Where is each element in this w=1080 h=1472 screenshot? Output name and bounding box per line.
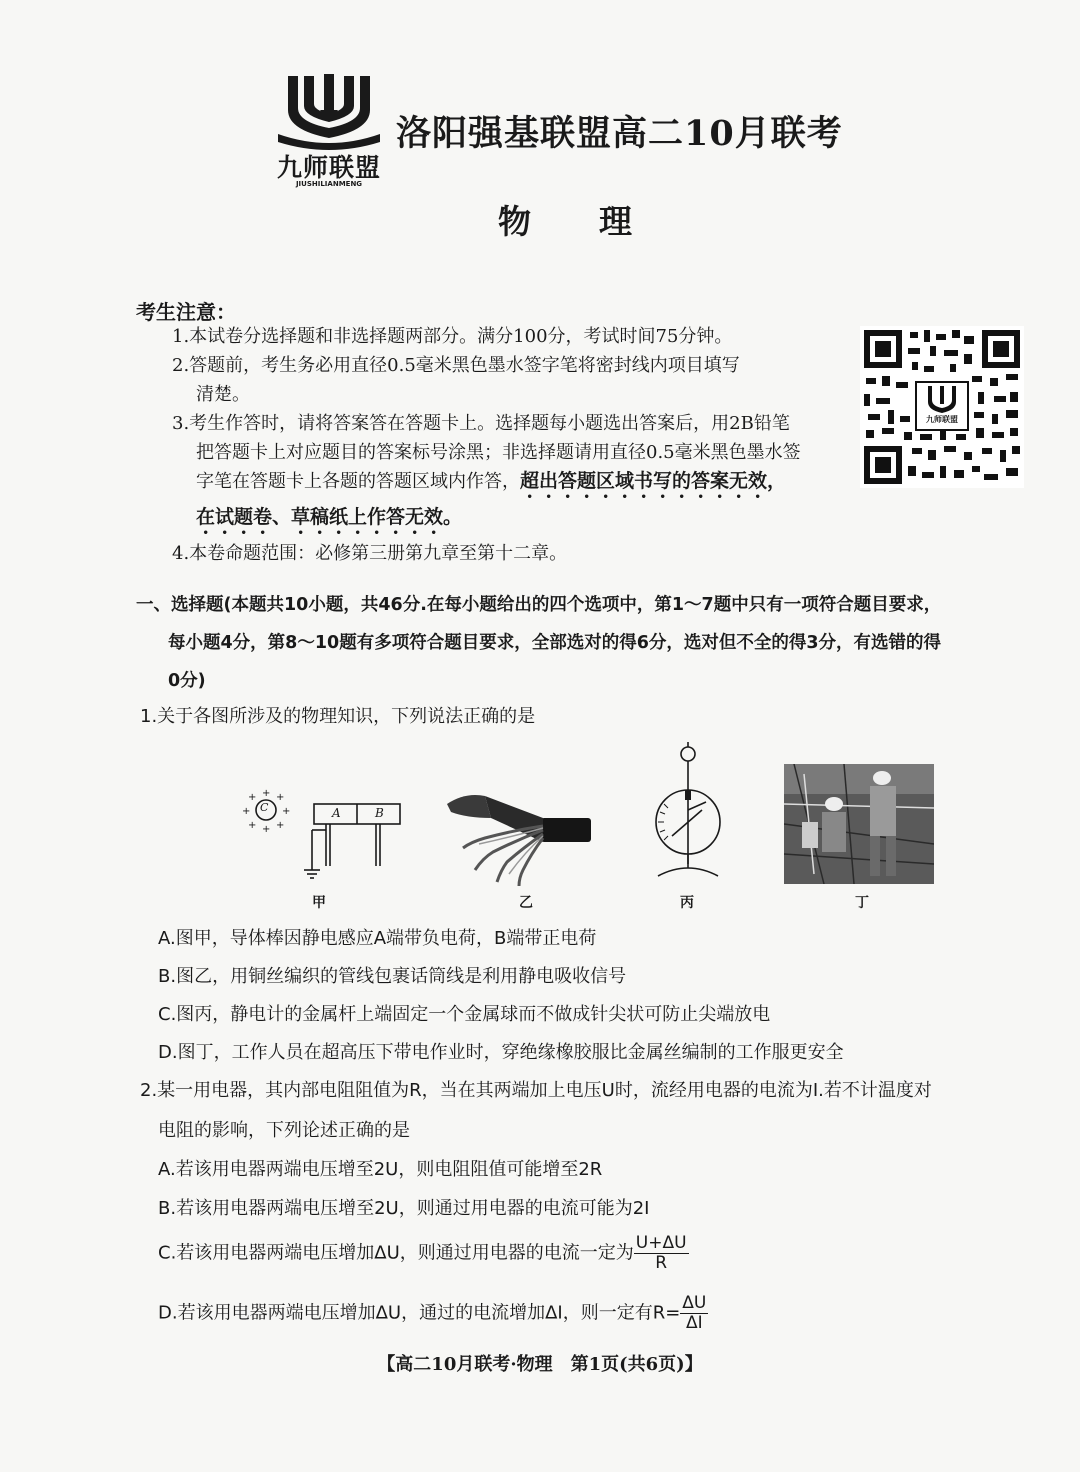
notice-list [172, 322, 852, 568]
figure-yi-shielded-cable [445, 778, 595, 888]
question-2-option-a: A.若该用电器两端电压增至2U，则电阻阻值可能增至2R [158, 1159, 603, 1180]
fraction-numerator: ΔU [682, 1293, 707, 1313]
section-heading [136, 586, 1036, 700]
question-2-option-d [158, 1294, 708, 1333]
notice-item: 3.考生作答时，请将答案答在答题卡上。选择题每小题选出答案后，用2B铅笔 [172, 413, 790, 434]
question-2-stem: 2.某一用电器，其内部电阻阻值为R，当在其两端加上电压U时，流经用电器的电流为I.若不计温度对 [140, 1080, 932, 1101]
option-text: C.若该用电器两端电压增加ΔU，则通过用电器的电流一定为 [158, 1242, 634, 1264]
subject-title: 物理 [498, 202, 700, 241]
svg-text:+: + [282, 806, 291, 817]
notice-emphasis: 超出答题区域书写的答案无效， [520, 470, 787, 492]
logo-text: 九师联盟 [276, 153, 381, 182]
notice-item: 4.本卷命题范围：必修第三册第九章至第十二章。 [172, 543, 568, 564]
question-1-figures [240, 740, 940, 910]
question-1-option-b: B.图乙，用铜丝编织的管线包裹话筒线是利用静电吸收信号 [158, 966, 627, 987]
section-instruction: 0分) [168, 671, 206, 691]
notice-item: 2.答题前，考生务必用直径0.5毫米黑色墨水签字笔将密封线内项目填写 [172, 355, 740, 376]
question-1-option-c: C.图丙，静电计的金属杆上端固定一个金属球而不做成针尖状可防止尖端放电 [158, 1004, 771, 1025]
notice-item [172, 467, 852, 503]
svg-text:+: + [248, 820, 257, 831]
question-1-option-a: A.图甲，导体棒因静电感应A端带负电荷，B端带正电荷 [158, 928, 597, 949]
logo [268, 72, 390, 204]
fig-label-jia: 甲 [312, 895, 326, 911]
fraction-numerator: U+ΔU [635, 1233, 687, 1253]
svg-text:+: + [248, 792, 257, 803]
fig-label-yi: 乙 [519, 895, 533, 911]
notice-item: 1.本试卷分选择题和非选择题两部分。满分100分，考试时间75分钟。 [172, 326, 733, 347]
figure-ding-workers-photo [784, 764, 934, 884]
fig-label-a: A [332, 806, 341, 820]
section-instruction: 每小题4分，第8～10题有多项符合题目要求，全部选对的得6分，选对但不全的得3分，有选错的得 [168, 633, 942, 653]
question-1-stem: 1.关于各图所涉及的物理知识，下列说法正确的是 [140, 706, 536, 727]
logo-subtext: JIUSHILIANMENG [295, 180, 363, 188]
qr-logo-text: 九师联盟 [926, 415, 958, 424]
exam-title: 洛阳强基联盟高二10月联考 [396, 113, 843, 154]
qr-code [860, 326, 1024, 488]
notice-emphasis: 在试题卷、草稿纸上作答无效。 [196, 506, 463, 528]
question-2-option-c [158, 1234, 689, 1273]
svg-text:+: + [262, 788, 271, 799]
notice-text: 字笔在答题卡上各题的答题区域内作答， [196, 471, 520, 492]
svg-text:+: + [276, 792, 285, 803]
fraction [680, 1294, 708, 1333]
question-2-stem-cont: 电阻的影响，下列论述正确的是 [158, 1120, 410, 1141]
notice-item: 清楚。 [196, 384, 250, 405]
svg-text:+: + [262, 824, 271, 835]
fraction-denominator: R [655, 1253, 668, 1273]
question-2-option-b: B.若该用电器两端电压增至2U，则通过用电器的电流可能为2I [158, 1198, 650, 1219]
question-1-option-d: D.图丁，工作人员在超高压下带电作业时，穿绝缘橡胶服比金属丝编制的工作服更安全 [158, 1042, 844, 1063]
fraction [634, 1234, 689, 1273]
section-instruction: 一、选择题(本题共10小题，共46分.在每小题给出的四个选项中，第1～7题中只有一项符合题目要求， [136, 595, 942, 615]
fig-label-bing: 丙 [680, 895, 694, 911]
page-footer: 【高二10月联考·物理 第1页(共6页)】 [377, 1354, 703, 1375]
logo-emblem-icon [268, 72, 390, 150]
fig-label-ding: 丁 [855, 895, 869, 911]
fig-label-c: C [260, 801, 269, 814]
notice-item: 把答题卡上对应题目的答案标号涂黑；非选择题请用直径0.5毫米黑色墨水签 [196, 442, 801, 463]
figure-bing-electroscope [644, 740, 744, 890]
svg-text:+: + [276, 820, 285, 831]
qr-code-icon [860, 326, 1024, 488]
fig-label-b: B [375, 806, 384, 820]
fraction-denominator: ΔI [685, 1313, 703, 1333]
notice-heading: 考生注意： [136, 300, 236, 324]
option-text: D.若该用电器两端电压增加ΔU，通过的电流增加ΔI，则一定有R= [158, 1302, 681, 1324]
svg-text:+: + [242, 806, 251, 817]
